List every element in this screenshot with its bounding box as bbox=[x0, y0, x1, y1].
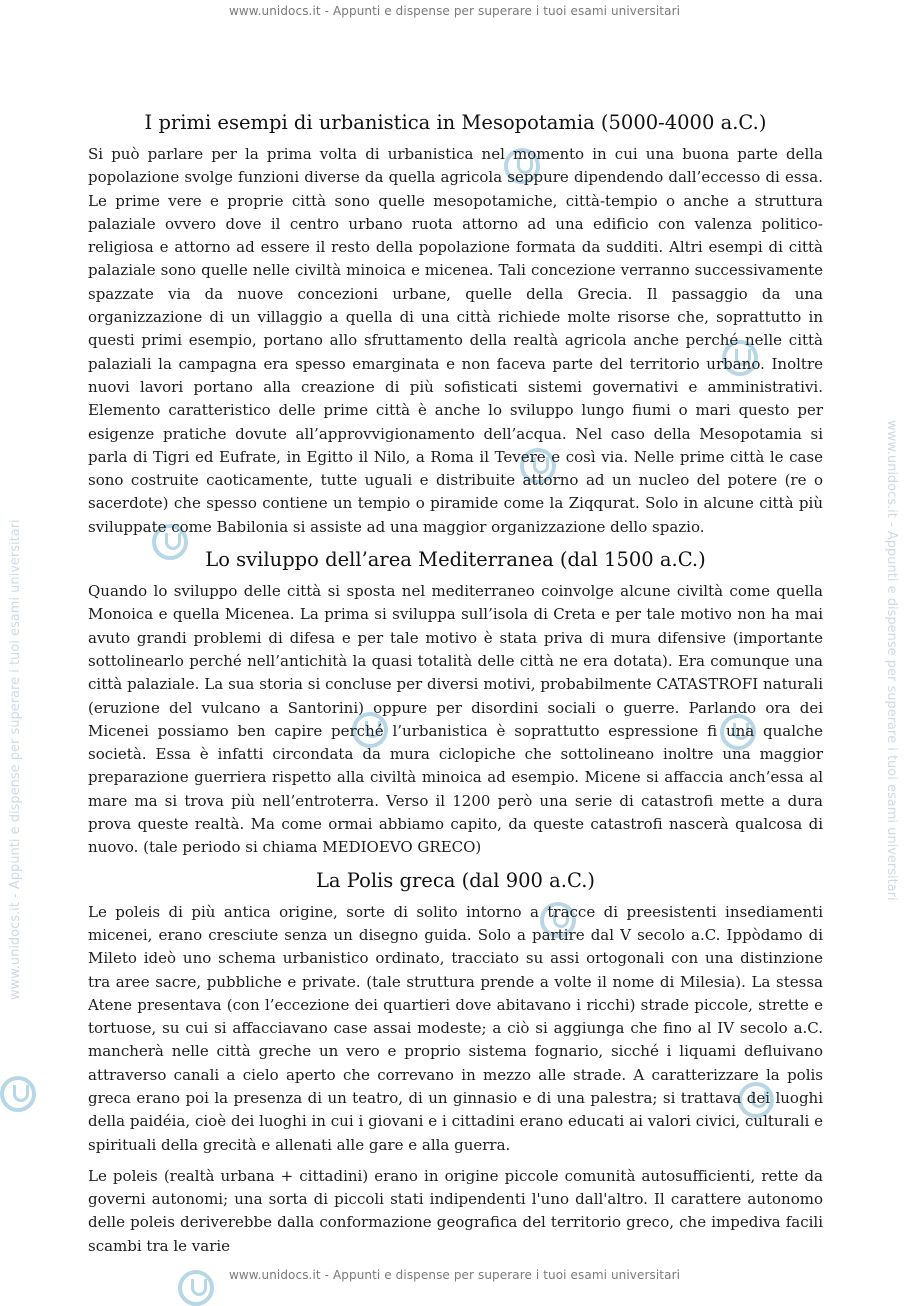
watermark-vertical-right: www.unidocs.it - Appunti e dispense per superare i tuoi esami universitari bbox=[884, 420, 899, 901]
document-body bbox=[88, 108, 823, 1258]
unidocs-logo-icon bbox=[0, 1076, 36, 1112]
paragraph-polis-greca-2: Le poleis (realtà urbana + cittadini) erano in origine piccole comunità autosufficienti, rette da governi autonomi; una sorta di piccoli stati indipendenti l'uno dall'altro. Il carattere autonomo delle poleis deriverebbe dalla conformazione geografica del territorio greco, che impediva facili scambi tra le varie bbox=[88, 1166, 823, 1255]
paragraph-mediterranea: Quando lo sviluppo delle città si sposta nel mediterraneo coinvolge alcune civiltà come quella Monoica e quella Micenea. La prima si sviluppa sull’isola di Creta e per tale motivo non ha mai avuto grandi problemi di difesa e per tale motivo è stata priva di mura difensive (importante sottolinearlo perché nell’antichità la quasi totalità delle città ne era dotata). Era comunque una città palaziale. La sua storia si concluse per diversi motivi, probabilmente CATASTROFI naturali (eruzione del vulcano a Santorini) oppure per disordini sociali o guerre. Parlando ora dei Micenei possiamo ben capire perché l’urbanistica è soprattutto espressione fi una qualche società. Essa è infatti circondata da mura ciclopiche che sottolineano inoltre una maggior preparazione guerriera rispetto alla civiltà minoica ad esempio. Micene si affaccia anch’essa al mare ma si trova più nell’entroterra. Verso il 1200 però una serie di catastrofi mette a dura prova queste realtà. Ma come ormai abbiamo capito, da queste catastrofi nascerà qualcosa di nuovo. (tale periodo si chiama MEDIOEVO GRECO) bbox=[88, 582, 823, 857]
section-heading-polis-greca: La Polis greca (dal 900 a.C.) bbox=[315, 868, 596, 892]
watermark-banner-top: www.unidocs.it - Appunti e dispense per superare i tuoi esami universitari bbox=[228, 4, 681, 18]
paragraph-polis-greca-1: Le poleis di più antica origine, sorte di solito intorno a tracce di preesistenti insediamenti micenei, erano cresciute senza un disegno guida. Solo a partire dal V secolo a.C. Ippòdamo di Mileto ideò uno schema urbanistico ordinato, tracciato su assi ortogonali con una distinzione tra aree sacre, pubbliche e private. (tale struttura prende a volte il nome di Milesia). La stessa Atene presentava (con l’eccezione dei quartieri dove abitavano i ricchi) strade piccole, strette e tortuose, su cui si affacciavano case assai modeste; a ciò si aggiunga che fino al IV secolo a.C. mancherà nelle città greche un vero e proprio sistema fognario, sicché i liquami defluivano attraverso canali a cielo aperto che correvano in mezzo alle strade. A caratterizzare la polis greca erano poi la presenza di un teatro, di un ginnasio e di una palestra; si trattava dei luoghi della paidéia, cioè dei luoghi in cui i giovani e i cittadini erano educati ai valori civici, culturali e spirituali della grecità e allenati alle gare e alla guerra. bbox=[88, 902, 823, 1154]
paragraph-mesopotamia: Si può parlare per la prima volta di urbanistica nel momento in cui una buona parte della popolazione svolge funzioni diverse da quella agricola seppure dipendendo dall’eccesso di essa. Le prime vere e proprie città sono quelle mesopotamiche, città-tempio o anche a struttura palaziale ovvero dove il centro urbano ruota attorno ad una edificio con valenza politico-religiosa e attorno ad essere il resto della popolazione formata da sudditi. Altri esempi di città palaziale sono quelle nelle civiltà minoica e micenea. Tali concezione verranno successivamente spazzate via da nuove concezioni urbane, quelle della Grecia. Il passaggio da una organizzazione di un villaggio a quella di una città richiede molte risorse che, soprattutto in questi primi esempio, portano allo sfruttamento della realtà agricola anche perché nelle città palaziali la campagna era spesso emarginata e non faceva parte del territorio urbano. Inoltre nuovi lavori portano alla creazione di più sofisticati sistemi governativi e amministrativi. Elemento caratteristico delle prime città è anche lo sviluppo lungo fiumi o mari questo per esigenze pratiche dovute all’approvvigionamento dell’acqua. Nel caso della Mesopotamia si parla di Tigri ed Eufrate, in Egitto il Nilo, a Roma il Tevere e così via. Nelle prime città le case sono costruite caoticamente, tutte uguali e distribuite attorno ad un nucleo del potere (re o sacerdote) che spesso contiene un tempio o piramide come la Ziqqurat. Solo in alcune città più sviluppate come Babilonia si assiste ad una maggior organizzazione dello spazio. bbox=[88, 145, 823, 536]
watermark-banner-bottom: www.unidocs.it - Appunti e dispense per superare i tuoi esami universitari bbox=[228, 1268, 681, 1282]
unidocs-logo-icon bbox=[178, 1270, 214, 1306]
section-heading-mesopotamia: I primi esempi di urbanistica in Mesopotamia (5000-4000 a.C.) bbox=[144, 111, 767, 134]
section-heading-mediterranea: Lo sviluppo dell’area Mediterranea (dal 1500 a.C.) bbox=[205, 548, 706, 572]
watermark-vertical-left: www.unidocs.it - Appunti e dispense per superare i tuoi esami universitari bbox=[8, 519, 23, 1000]
